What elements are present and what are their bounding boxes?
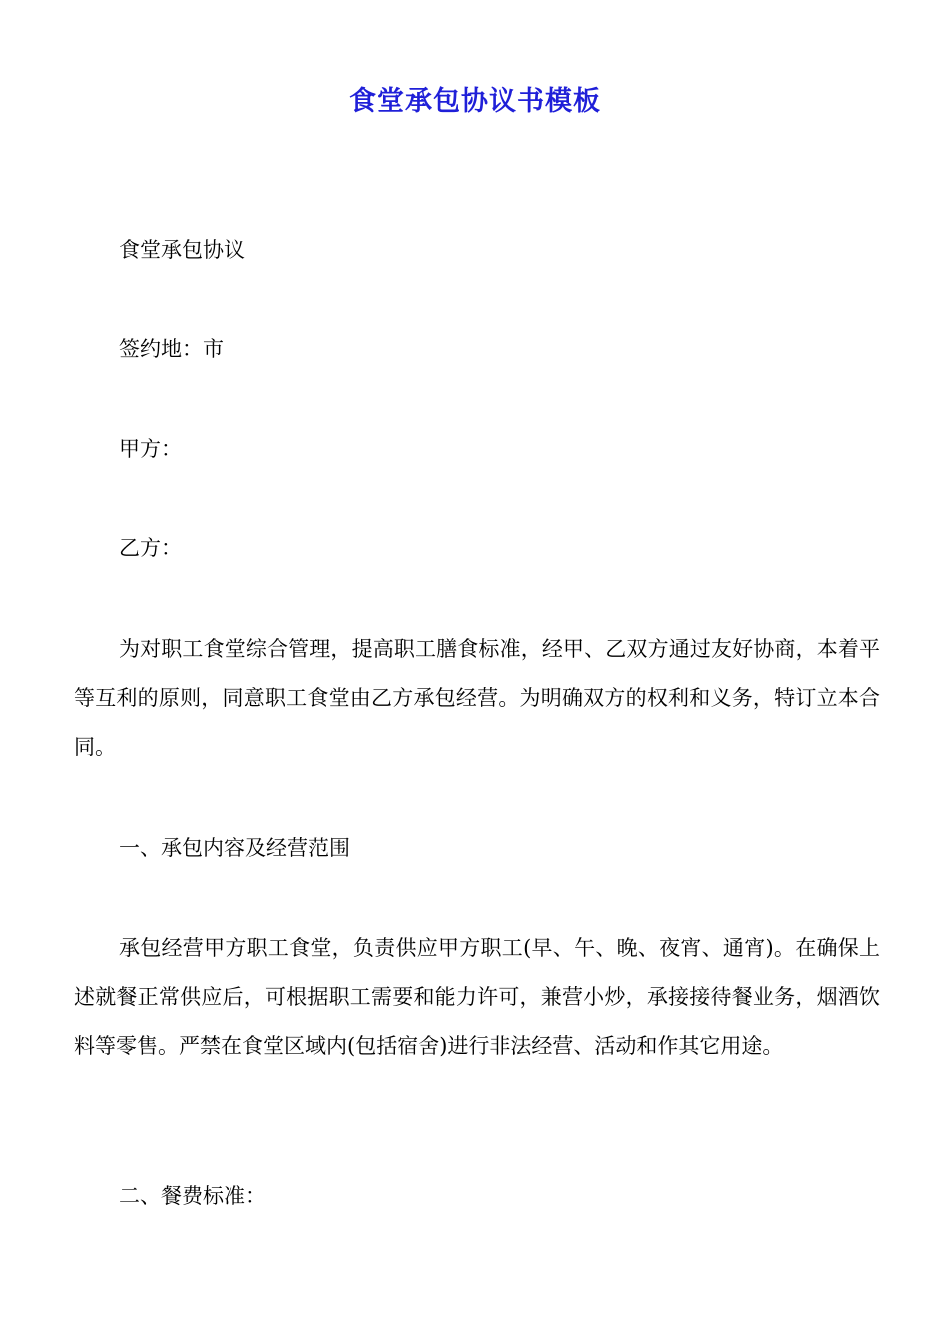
document-title: 食堂承包协议书模板 (349, 86, 601, 117)
party-b-line: 乙方： (119, 536, 182, 560)
party-a-line: 甲方： (119, 437, 182, 461)
intro-paragraph: 为对职工食堂综合管理，提高职工膳食标准，经甲、乙双方通过友好协商，本着平等互利的原则，同意职工食堂由乙方承包经营。为明确双方的权利和义务，特订立本合同。 (74, 637, 880, 759)
section-1-heading: 一、承包内容及经营范围 (119, 836, 350, 860)
contract-title: 食堂承包协议 (119, 238, 245, 262)
section-2-heading: 二、餐费标准： (119, 1184, 266, 1208)
section-1-body: 承包经营甲方职工食堂，负责供应甲方职工(早、午、晚、夜宵、通宵)。在确保上述就餐正常供应后，可根据职工需要和能力许可，兼营小炒，承接接待餐业务，烟酒饮料等零售。严禁在食堂区域内(包括宿舍)进行非法经营、活动和作其它用途。 (74, 936, 880, 1058)
sign-place-line: 签约地：市 (119, 337, 224, 361)
